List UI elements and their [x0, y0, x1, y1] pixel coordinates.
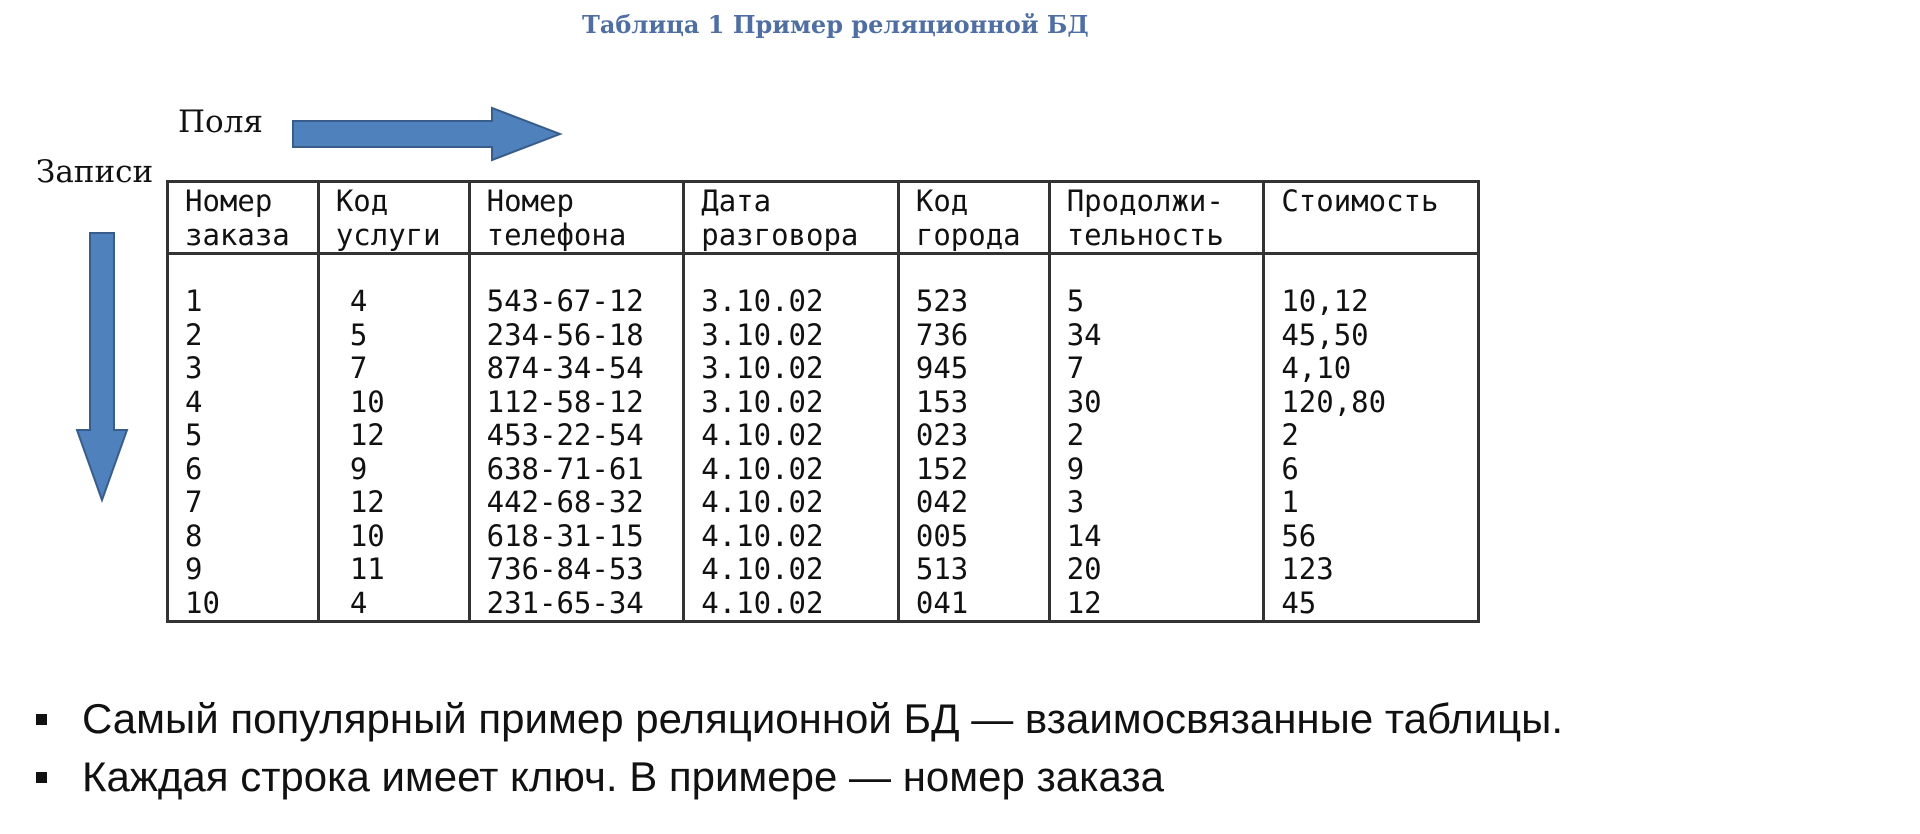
table-body — [168, 254, 1479, 622]
call-date-cell: 4.10.02 — [684, 553, 899, 587]
records-label: Записи — [36, 154, 154, 190]
table-caption: Таблица 1 Пример реляционной БД — [582, 10, 1089, 39]
duration-cell: 2 — [1049, 419, 1264, 453]
table-row — [168, 553, 1479, 587]
cost-cell: 45,50 — [1264, 319, 1479, 353]
arrow-right-shape — [293, 108, 560, 160]
duration-cell: 30 — [1049, 386, 1264, 420]
call-date-cell: 3.10.02 — [684, 386, 899, 420]
service-code-cell: 10 — [318, 520, 469, 554]
order-number-cell: 1 — [168, 254, 319, 319]
city-code-cell: 023 — [898, 419, 1049, 453]
bullet-item — [30, 748, 1563, 806]
phone-number-cell: 442-68-32 — [469, 486, 684, 520]
order-number-cell: 10 — [168, 587, 319, 622]
service-code-cell: 12 — [318, 419, 469, 453]
table-row — [168, 453, 1479, 487]
table-row — [168, 419, 1479, 453]
phone-number-cell: 231-65-34 — [469, 587, 684, 622]
service-code-cell: 7 — [318, 352, 469, 386]
bullet-item — [30, 690, 1563, 748]
city-code-cell: 041 — [898, 587, 1049, 622]
order-number-cell: 8 — [168, 520, 319, 554]
cost-cell: 123 — [1264, 553, 1479, 587]
arrow-down-shape — [77, 233, 127, 500]
service-code-cell: 5 — [318, 319, 469, 353]
table-row — [168, 254, 1479, 319]
city-code-cell: 736 — [898, 319, 1049, 353]
order-number-cell: 9 — [168, 553, 319, 587]
duration-cell: 5 — [1049, 254, 1264, 319]
table-row — [168, 486, 1479, 520]
bullet-text: Каждая строка имеет ключ. В примере — номер заказа — [82, 753, 1164, 800]
call-date-cell: 3.10.02 — [684, 254, 899, 319]
call-date-cell: 3.10.02 — [684, 352, 899, 386]
city-code-cell: 042 — [898, 486, 1049, 520]
service-code-cell: 10 — [318, 386, 469, 420]
cost-cell: 2 — [1264, 419, 1479, 453]
cost-cell: 6 — [1264, 453, 1479, 487]
city-code-cell: 945 — [898, 352, 1049, 386]
cost-cell: 45 — [1264, 587, 1479, 622]
city-code-cell: 523 — [898, 254, 1049, 319]
table-row — [168, 352, 1479, 386]
call-date-cell: 4.10.02 — [684, 486, 899, 520]
bullet-square-icon — [36, 772, 47, 783]
phone-number-cell: 874-34-54 — [469, 352, 684, 386]
phone-number-cell: 112-58-12 — [469, 386, 684, 420]
cost-cell: 1 — [1264, 486, 1479, 520]
service-code-cell: 11 — [318, 553, 469, 587]
bullet-list — [30, 690, 1563, 806]
duration-cell: 20 — [1049, 553, 1264, 587]
service-code-cell: 9 — [318, 453, 469, 487]
table-row — [168, 520, 1479, 554]
city-code-cell: 153 — [898, 386, 1049, 420]
duration-cell: 34 — [1049, 319, 1264, 353]
duration-cell: 14 — [1049, 520, 1264, 554]
duration-cell: 9 — [1049, 453, 1264, 487]
table-row — [168, 386, 1479, 420]
service-code-cell: 4 — [318, 587, 469, 622]
service-code-cell: 12 — [318, 486, 469, 520]
order-number-cell: 7 — [168, 486, 319, 520]
bullet-square-icon — [36, 714, 47, 725]
order-number-cell: 4 — [168, 386, 319, 420]
arrow-down-icon — [74, 230, 130, 504]
phone-number-cell: 543-67-12 — [469, 254, 684, 319]
bullet-text: Самый популярный пример реляционной БД — взаимосвязанные таблицы. — [82, 695, 1564, 742]
cost-cell: 56 — [1264, 520, 1479, 554]
order-number-cell: 5 — [168, 419, 319, 453]
table-row — [168, 587, 1479, 622]
duration-cell: 12 — [1049, 587, 1264, 622]
col-cost: Стоимость — [1264, 182, 1479, 254]
arrow-right-icon — [290, 106, 564, 162]
col-duration: Продолжи- тельность — [1049, 182, 1264, 254]
phone-number-cell: 618-31-15 — [469, 520, 684, 554]
city-code-cell: 152 — [898, 453, 1049, 487]
call-date-cell: 4.10.02 — [684, 587, 899, 622]
call-date-cell: 4.10.02 — [684, 419, 899, 453]
duration-cell: 7 — [1049, 352, 1264, 386]
call-date-cell: 3.10.02 — [684, 319, 899, 353]
col-call-date: Дата разговора — [684, 182, 899, 254]
relational-table — [166, 180, 1480, 623]
phone-number-cell: 234-56-18 — [469, 319, 684, 353]
cost-cell: 10,12 — [1264, 254, 1479, 319]
col-service-code: Код услуги — [318, 182, 469, 254]
col-city-code: Код города — [898, 182, 1049, 254]
order-number-cell: 2 — [168, 319, 319, 353]
call-date-cell: 4.10.02 — [684, 520, 899, 554]
order-number-cell: 6 — [168, 453, 319, 487]
cost-cell: 120,80 — [1264, 386, 1479, 420]
order-number-cell: 3 — [168, 352, 319, 386]
duration-cell: 3 — [1049, 486, 1264, 520]
city-code-cell: 513 — [898, 553, 1049, 587]
cost-cell: 4,10 — [1264, 352, 1479, 386]
col-order-number: Номер заказа — [168, 182, 319, 254]
col-phone-number: Номер телефона — [469, 182, 684, 254]
table-row — [168, 319, 1479, 353]
service-code-cell: 4 — [318, 254, 469, 319]
fields-label: Поля — [178, 104, 263, 140]
call-date-cell: 4.10.02 — [684, 453, 899, 487]
phone-number-cell: 453-22-54 — [469, 419, 684, 453]
table-header-row — [168, 182, 1479, 254]
phone-number-cell: 736-84-53 — [469, 553, 684, 587]
phone-number-cell: 638-71-61 — [469, 453, 684, 487]
city-code-cell: 005 — [898, 520, 1049, 554]
